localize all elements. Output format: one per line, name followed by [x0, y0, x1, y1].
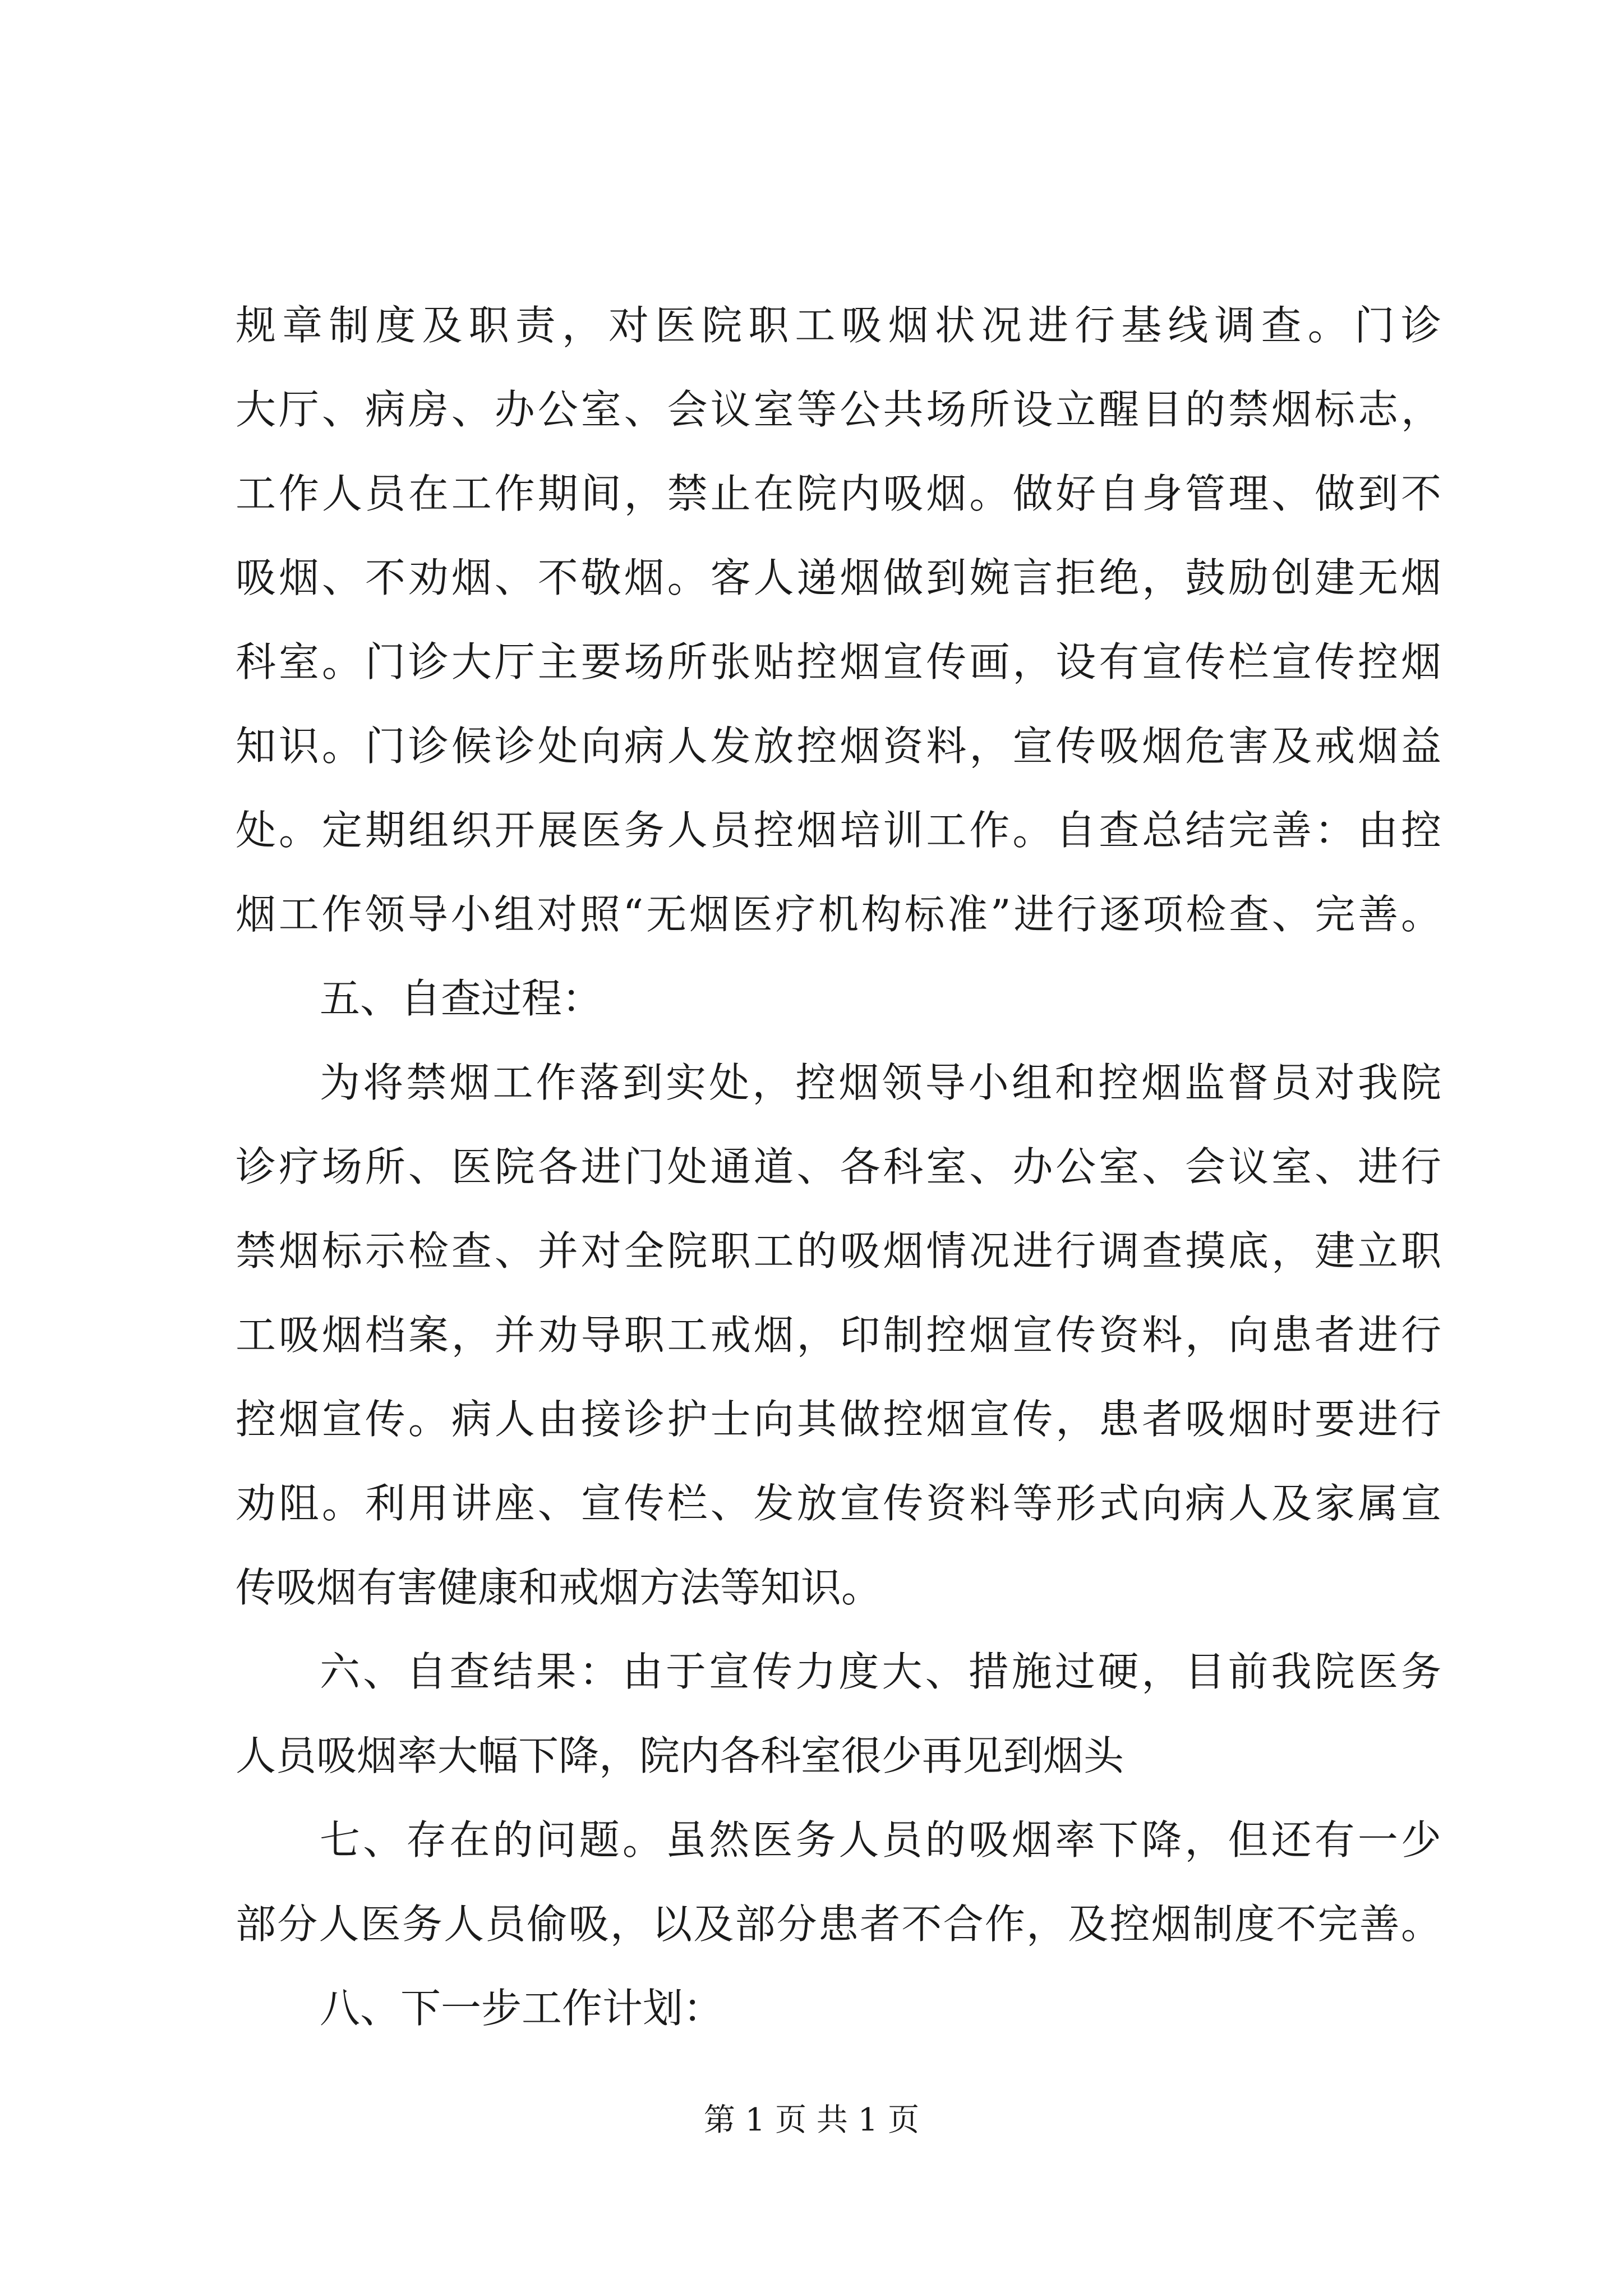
text-line: 为将禁烟工作落到实处，控烟领导小组和控烟监督员对我院 [320, 1059, 1441, 1106]
text-line: 诊疗场所、医院各进门处通道、各科室、办公室、会议室、进行 [236, 1143, 1441, 1190]
text-line: 部分人医务人员偷吸，以及部分患者不合作，及控烟制度不完善。 [236, 1901, 1441, 1948]
section-heading-5: 五、自查过程： [320, 975, 603, 1022]
text-line: 知识。门诊候诊处向病人发放控烟资料，宣传吸烟危害及戒烟益 [236, 723, 1441, 770]
text-line: 大厅、病房、办公室、会议室等公共场所设立醒目的禁烟标志， [236, 386, 1441, 433]
text-line: 人员吸烟率大幅下降，院内各科室很少再见到烟头 [236, 1732, 1124, 1779]
text-line: 处。定期组织开展医务人员控烟培训工作。自查总结完善：由控 [236, 807, 1441, 854]
section-heading-6: 六、自查结果：由于宣传力度大、措施过硬，目前我院医务 [320, 1648, 1441, 1695]
text-line: 吸烟、不劝烟、不敬烟。客人递烟做到婉言拒绝，鼓励创建无烟 [236, 554, 1441, 601]
text-line: 禁烟标示检查、并对全院职工的吸烟情况进行调查摸底，建立职 [236, 1227, 1441, 1274]
section-heading-7: 七、存在的问题。虽然医务人员的吸烟率下降，但还有一少 [320, 1816, 1441, 1864]
text-line: 工吸烟档案，并劝导职工戒烟，印制控烟宣传资料，向患者进行 [236, 1312, 1441, 1359]
page-footer: 第 1 页 共 1 页 [703, 2102, 920, 2138]
text-line: 烟工作领导小组对照“无烟医疗机构标准”进行逐项检查、完善。 [236, 891, 1441, 938]
text-line: 传吸烟有害健康和戒烟方法等知识。 [236, 1564, 882, 1611]
text-line: 科室。门诊大厅主要场所张贴控烟宣传画，设有宣传栏宣传控烟 [236, 638, 1441, 685]
section-heading-8: 八、下一步工作计划： [320, 1985, 724, 2032]
text-line: 劝阻。利用讲座、宣传栏、发放宣传资料等形式向病人及家属宣 [236, 1480, 1441, 1527]
text-line: 工作人员在工作期间，禁止在院内吸烟。做好自身管理、做到不 [236, 470, 1441, 517]
text-line: 控烟宣传。病人由接诊护士向其做控烟宣传，患者吸烟时要进行 [236, 1396, 1441, 1443]
text-line: 规章制度及职责，对医院职工吸烟状况进行基线调查。门诊 [236, 302, 1441, 349]
